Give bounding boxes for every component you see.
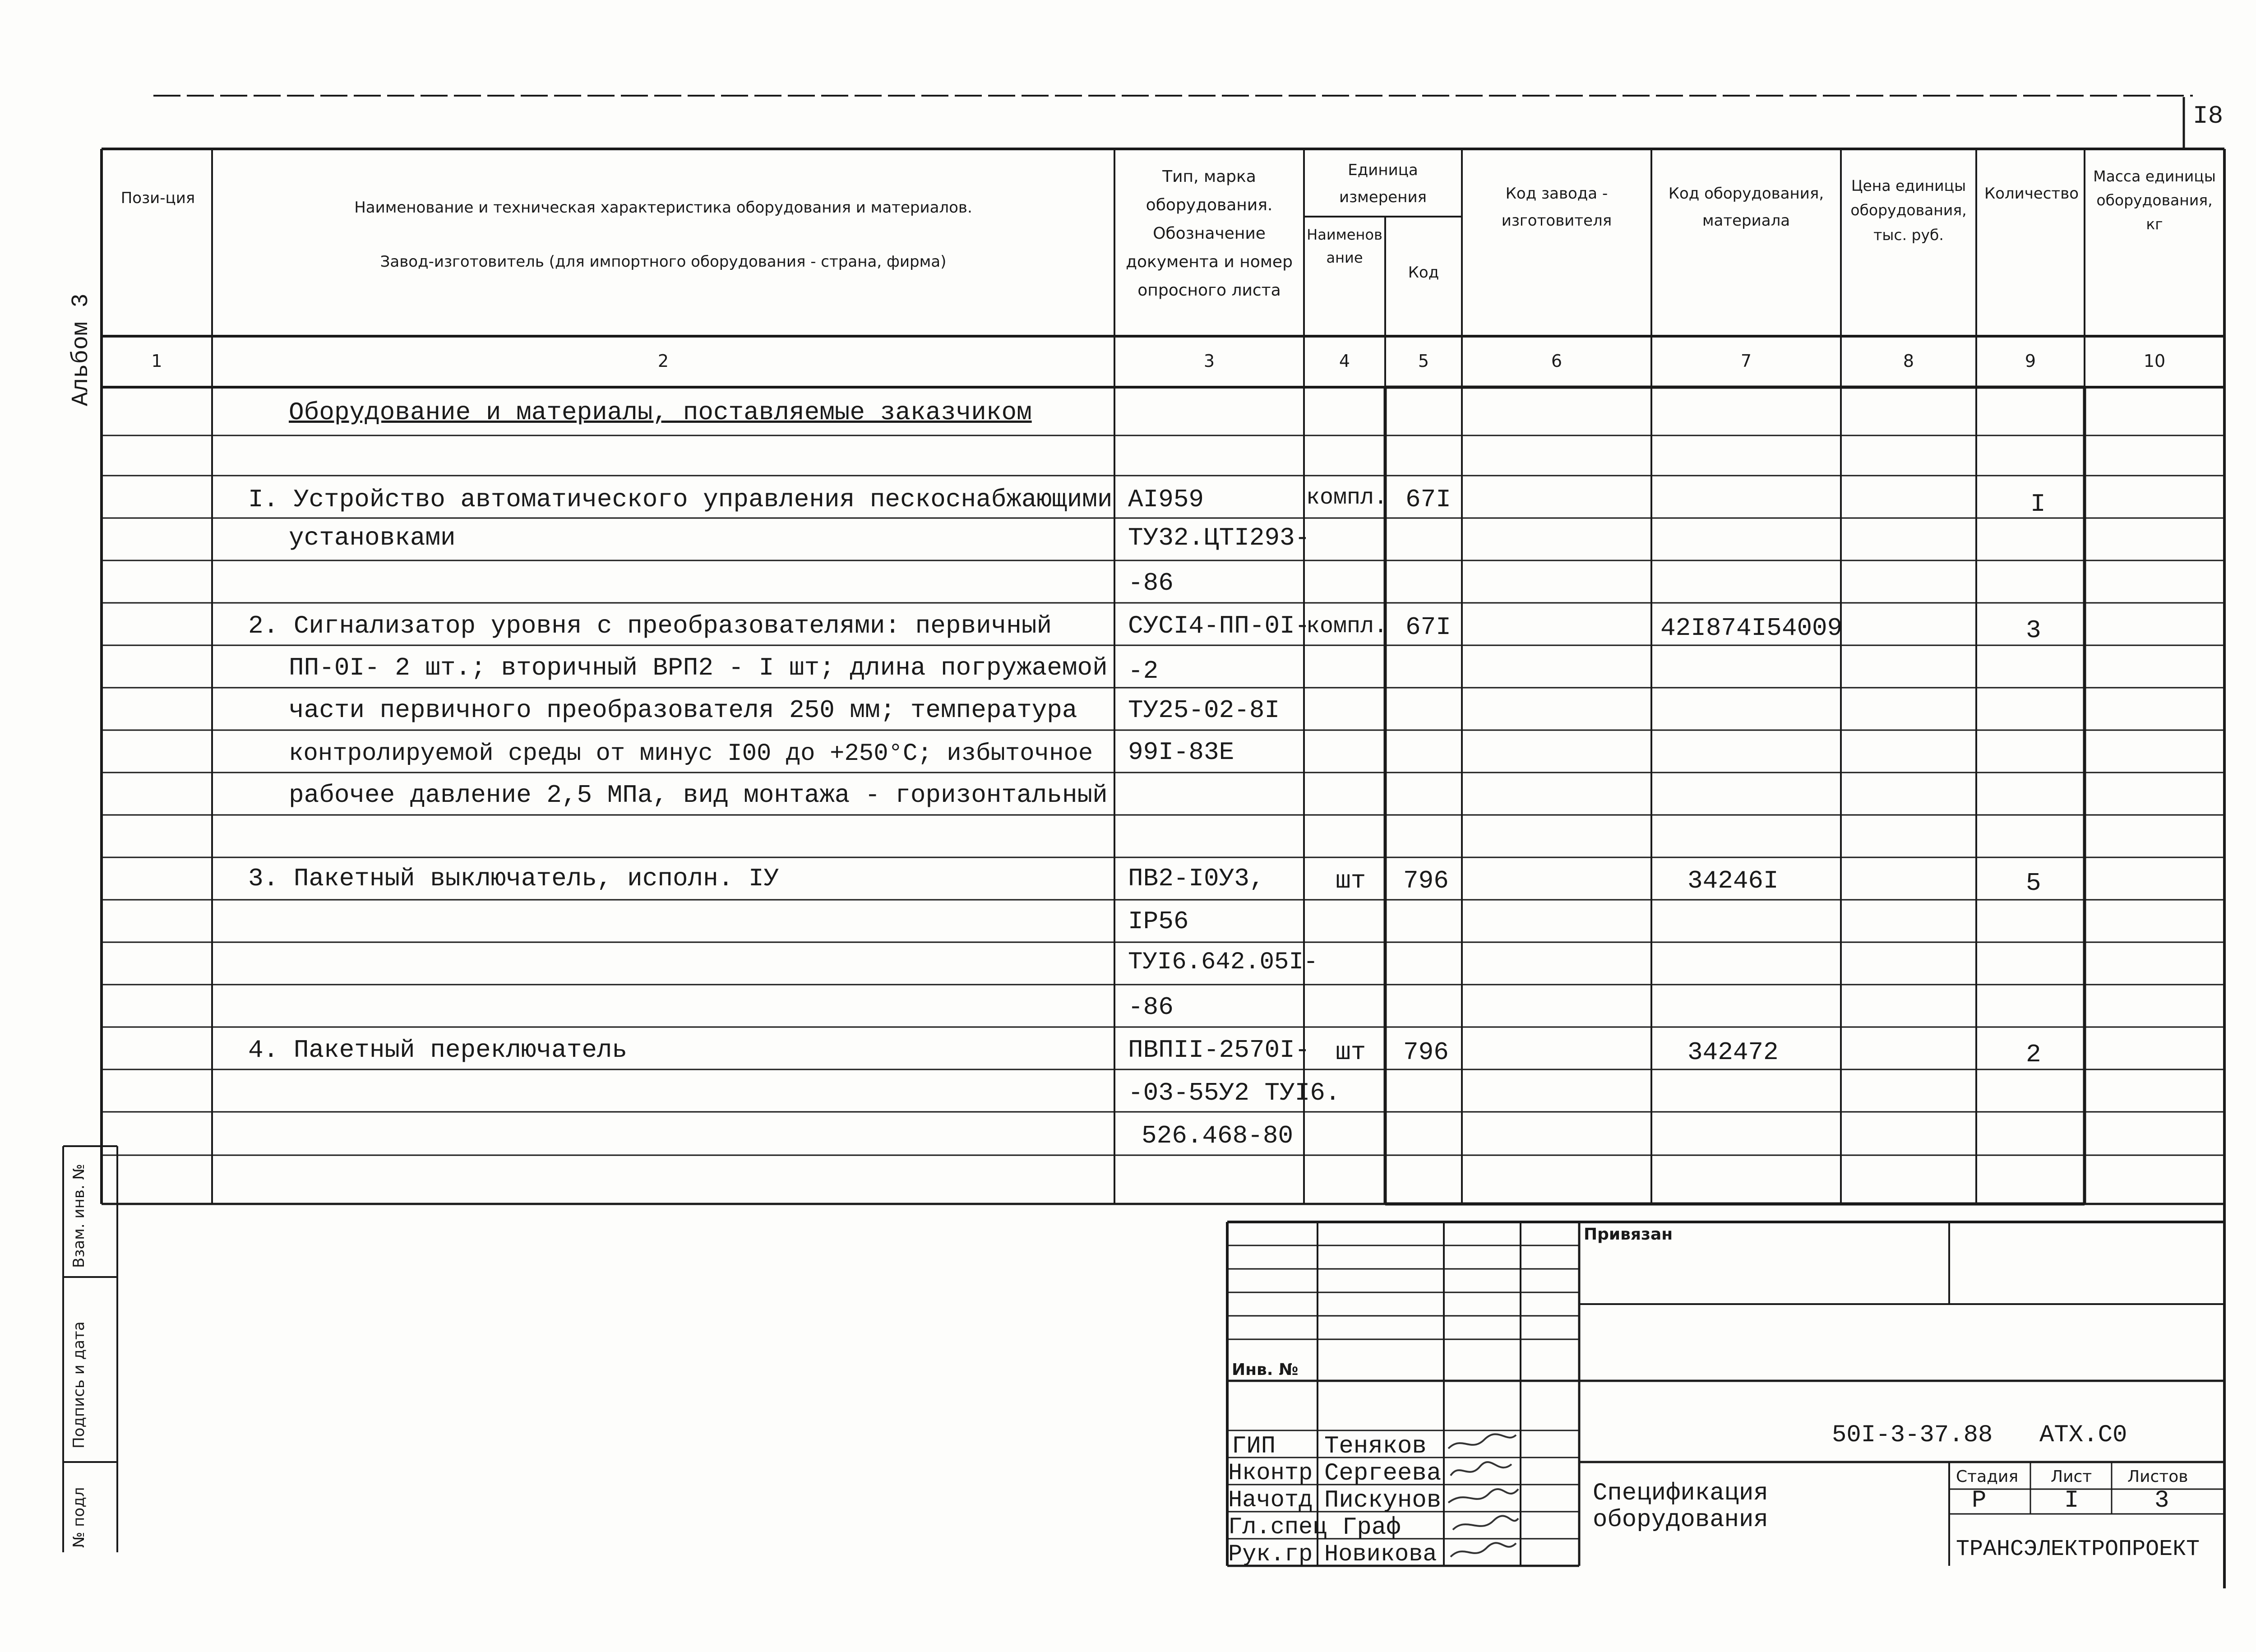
signature-role: Нконтр [1228, 1460, 1313, 1486]
title-block-bound-label: Привязан [1584, 1225, 1673, 1244]
signature-name: Граф [1342, 1514, 1401, 1541]
header-mass: Масса единицы оборудования, кг [2093, 167, 2216, 233]
col-number: 10 [2143, 351, 2166, 371]
table-row-type: ПВПII-2570I- [1128, 1036, 1310, 1064]
table-row-type: 526.468-80 [1142, 1121, 1294, 1150]
document-title: Спецификация оборудования [1593, 1480, 1768, 1534]
table-row-qty: 2 [2026, 1040, 2041, 1069]
col-number: 2 [657, 351, 669, 371]
table-row-equip-code: 42I874I54009 [1660, 614, 1843, 643]
col-number: 8 [1903, 351, 1914, 371]
table-row-unit: шт [1336, 1038, 1366, 1067]
table-row-type: ПВ2-I0У3, [1128, 864, 1265, 893]
title-block-inv-label: Инв. № [1232, 1360, 1299, 1379]
table-row-type: IP56 [1128, 907, 1189, 936]
table-row-type: 99I-83Е [1128, 738, 1234, 767]
sheets-label: Листов [2127, 1467, 2188, 1486]
col-number: 6 [1551, 351, 1563, 371]
signature-role: Гл.спец [1228, 1514, 1327, 1541]
album-label: Альбом 3 [68, 293, 94, 406]
header-qty: Количество [1984, 185, 2079, 203]
sheets-value: 3 [2154, 1487, 2169, 1514]
header-unit-name: Наименование [1307, 226, 1382, 267]
table-row-type: -86 [1128, 993, 1174, 1022]
col-number: 7 [1740, 351, 1752, 371]
table-row-desc: части первичного преобразователя 250 мм; температура [289, 696, 1077, 725]
sheet-mark: I8 [2193, 102, 2224, 130]
signature-name: Сергеева [1324, 1460, 1442, 1487]
signature-role: ГИП [1232, 1433, 1276, 1460]
table-row-unit: компл. [1306, 614, 1388, 639]
table-row-type: -03-55У2 ТУI6. [1128, 1078, 1341, 1107]
table-row-desc: рабочее давление 2,5 МПа, вид монтажа - горизонтальный [289, 781, 1108, 810]
table-row-type: ТУI6.642.05I- [1128, 949, 1318, 976]
table-row-type: ТУ25-02-8I [1128, 696, 1280, 725]
col-number: 4 [1339, 351, 1350, 371]
organization: ТРАНСЭЛЕКТРОПРОЕКТ [1956, 1536, 2200, 1562]
table-row-code: 796 [1403, 866, 1449, 895]
col-number: 5 [1418, 351, 1429, 371]
table-row-qty: 3 [2026, 616, 2041, 645]
header-equip-code: Код оборудования, материала [1668, 185, 1824, 230]
table-row-type: -2 [1128, 657, 1159, 685]
table-row-type: -86 [1128, 569, 1174, 597]
table-row-code: 67I [1405, 485, 1451, 514]
section-title: Оборудование и материалы, поставляемые заказчиком [289, 398, 1032, 427]
header-unit-code: Код [1408, 264, 1439, 282]
sheet-label: Лист [2051, 1467, 2092, 1486]
header-type: Тип, марка оборудования. Обозначение документа и номер опросного листа [1126, 167, 1293, 300]
signature-name: Теняков [1324, 1433, 1427, 1460]
col-number: 1 [151, 351, 162, 371]
table-row-desc: установками [289, 523, 456, 552]
header-name-line1: Наименование и техническая характеристика оборудования и материалов. [354, 199, 972, 217]
table-row-qty: 5 [2026, 869, 2041, 898]
signature-name: Новикова [1324, 1541, 1437, 1568]
side-stamp-sign-date: Подпись и дата [70, 1321, 88, 1448]
table-row-desc: 2. Сигнализатор уровня с преобразователями: первичный [248, 611, 1052, 640]
stage-value: Р [1972, 1487, 1987, 1514]
table-row-equip-code: 342472 [1687, 1038, 1779, 1067]
header-position: Пози-ция [120, 189, 195, 207]
signature-name: Пискунов [1324, 1487, 1442, 1514]
sheet-value: I [2064, 1487, 2079, 1514]
header-unit-group: Единица измерения [1339, 161, 1427, 206]
table-row-equip-code: 34246I [1687, 866, 1779, 895]
col-number: 3 [1203, 351, 1215, 371]
table-row-desc: 3. Пакетный выключатель, исполн. IУ [248, 864, 779, 893]
doc-code: 50I-3-37.88 [1832, 1421, 1993, 1449]
table-row-type: AI959 [1128, 485, 1204, 514]
table-row-code: 67I [1405, 613, 1451, 642]
table-row-unit: шт [1336, 866, 1366, 895]
header-name-line2: Завод-изготовитель (для импортного оборудования - страна, фирма) [380, 253, 947, 271]
side-stamp-inv-no: Взам. инв. № [70, 1164, 88, 1268]
signature-role: Рук.гр [1228, 1541, 1313, 1568]
table-row-desc: контролируемой среды от минус I00 до +250°С; избыточное [289, 740, 1093, 768]
table-row-type: ТУ32.ЦТI293- [1128, 523, 1310, 552]
doc-suffix: АТХ.С0 [2039, 1421, 2127, 1449]
side-stamp-orig-no: № подл [70, 1487, 88, 1548]
header-price: Цена единицы оборудования, тыс. руб. [1850, 177, 1967, 244]
table-row-unit: компл. [1306, 485, 1388, 511]
stage-label: Стадия [1956, 1467, 2019, 1486]
col-number: 9 [2025, 351, 2036, 371]
table-row-type: СУСI4-ПП-0I- [1128, 611, 1310, 640]
table-row-qty: I [2030, 490, 2046, 518]
signature-role: Начотд [1228, 1487, 1313, 1513]
handwritten-signatures [1444, 1430, 1521, 1566]
table-row-desc: I. Устройство автоматического управления пескоснабжающими [248, 485, 1113, 514]
table-row-desc: ПП-0I- 2 шт.; вторичный ВРП2 - I шт; длина погружаемой [289, 653, 1108, 682]
table-row-code: 796 [1403, 1038, 1449, 1067]
table-row-desc: 4. Пакетный переключатель [248, 1036, 628, 1064]
header-maker-code: Код завода - изготовителя [1501, 185, 1612, 230]
